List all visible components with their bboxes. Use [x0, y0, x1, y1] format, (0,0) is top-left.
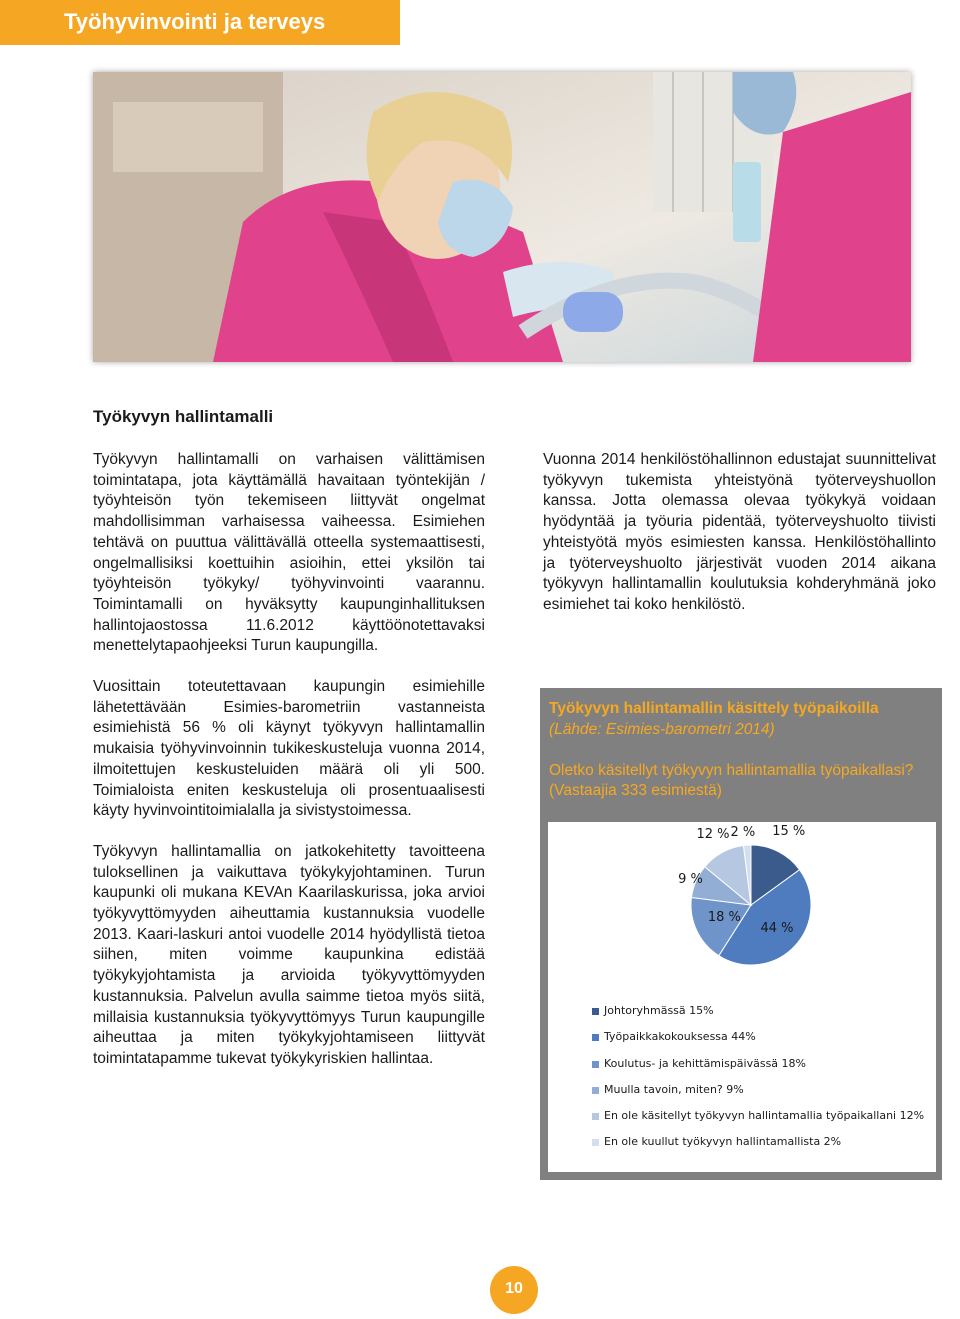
left-paragraph-2: Vuosittain toteutettavaan kaupungin esimiehille lähetettävään Esimies-barometriin vastanneista esimiehistä 56 % oli käynyt työkyvyn hallintamallin mukaisia työhyvinvoinnin tukikeskusteluja vuonna 2014, ilmoitettujen keskusteluiden määrä oli yli 500. Toimialoista eniten keskusteluja oli prosentuaalisesti käyty hyvinvointitoimialalla ja sivistystoimessa. — [93, 678, 485, 820]
legend-swatch — [592, 1113, 599, 1120]
chart-title — [549, 698, 939, 740]
pie-data-label: 44 % — [760, 920, 794, 936]
section-heading: Työkyvyn hallintamalli — [93, 407, 274, 426]
left-paragraph-3: Työkyvyn hallintamallia on jatkokehitetty tavoitteena tuloksellinen ja vaikuttava työkykyjohtaminen. Turun kaupunki oli mukana KEVAn Kaarilaskurissa, joka arvioi työkyvyttömyyden aiheuttamia kustannuksia vuodelle 2013. Kaari-laskuri antoi vuodelle 2014 hyödyllistä tietoa siihen, miten voimme kaupunkina edistää työkykyjohtamista ja arvioida työkyvyttömyyden kustannuksia. Palvelun avulla saimme tietoa myös siitä, millaisia kustannuksia työkyvyttömyys Turun kaupungille aiheuttaa ja miten työkykyjohtamiseen liittyvät toimintatapamme tukevat työkykyriskien hallintaa. — [93, 842, 485, 1067]
header-bar — [0, 0, 400, 45]
legend-swatch — [592, 1034, 599, 1041]
left-column — [93, 450, 485, 1090]
pie-data-label: 18 % — [707, 909, 741, 925]
pie-data-label: 15 % — [772, 823, 806, 839]
right-paragraph-1: Vuonna 2014 henkilöstöhallinnon edustajat suunnittelivat työkyvyn tukemista yhteistyönä työterveyshuollon kanssa. Jotta olemassa olevaa työkykyä voidaan hyödyntää ja työuria pidentää, työterveyshuolto tiivisti yhteistyötä myös esimiesten kanssa. Henkilöstöhallinto ja työterveyshuolto järjestivät vuoden 2014 aikana työkyvyn hallintamallin koulutuksia kohderyhmänä joko esimiehet tai koko henkilöstö. — [543, 451, 936, 613]
dental-clinic-photo — [93, 72, 911, 362]
legend-label: Koulutus- ja kehittämispäivässä 18% — [604, 1056, 806, 1070]
legend-label: En ole käsitellyt työkyvyn hallintamallia työpaikallani 12% — [604, 1109, 925, 1123]
left-paragraph-1: Työkyvyn hallintamalli on varhaisen välittämisen toimintatapa, jota käyttämällä havaitaan työntekijän / työyhteisön työn tekemiseen liittyvät ongelmat mahdollisimman varhaisessa vaiheessa. Esimiehen tehtävä on puuttua välittävällä otteella systemaattisesti, ongelmallisiksi koettuihin asioihin, ettei yksilön tai työyhteisön työkyky/ työhyvinvointi vaarannu. Toimintamalli on hyväksytty kaupunginhallituksen hallintojaostossa 11.6.2012 käyttöönotettavaksi menettelytapaohjeeksi Turun kaupungilla. — [93, 451, 485, 655]
legend-swatch — [592, 1087, 599, 1094]
legend-label: Muulla tavoin, miten? 9% — [604, 1082, 744, 1096]
header-title: Työhyvinvointi ja terveys — [64, 9, 326, 34]
chart-box — [540, 688, 942, 1180]
legend-label: En ole kuullut työkyvyn hallintamallista 2% — [604, 1135, 842, 1149]
chart-question: Oletko käsitellyt työkyvyn hallintamallia työpaikallasi? (Vastaajia 333 esimiestä) — [549, 762, 914, 799]
pie-data-label: 9 % — [678, 872, 703, 888]
legend-label: Työpaikkakokouksessa 44% — [604, 1030, 756, 1044]
pie-data-label: 12 % — [696, 826, 730, 842]
right-column — [543, 450, 936, 636]
photo-illustration — [93, 72, 911, 362]
legend-swatch — [592, 1008, 599, 1015]
chart-area — [548, 822, 936, 1172]
chart-title-source: (Lähde: Esimies-barometri 2014) — [549, 721, 775, 738]
chart-title-main: Työkyvyn hallintamallin käsittely työpaikoilla — [549, 700, 879, 717]
pie-data-label: 2 % — [730, 825, 756, 841]
legend-swatch — [592, 1061, 599, 1068]
legend-swatch — [592, 1139, 599, 1146]
legend-label: Johtoryhmässä 15% — [604, 1004, 714, 1017]
page-number-badge — [490, 1266, 538, 1314]
page-number: 10 — [505, 1280, 523, 1297]
pie-chart — [548, 822, 936, 992]
